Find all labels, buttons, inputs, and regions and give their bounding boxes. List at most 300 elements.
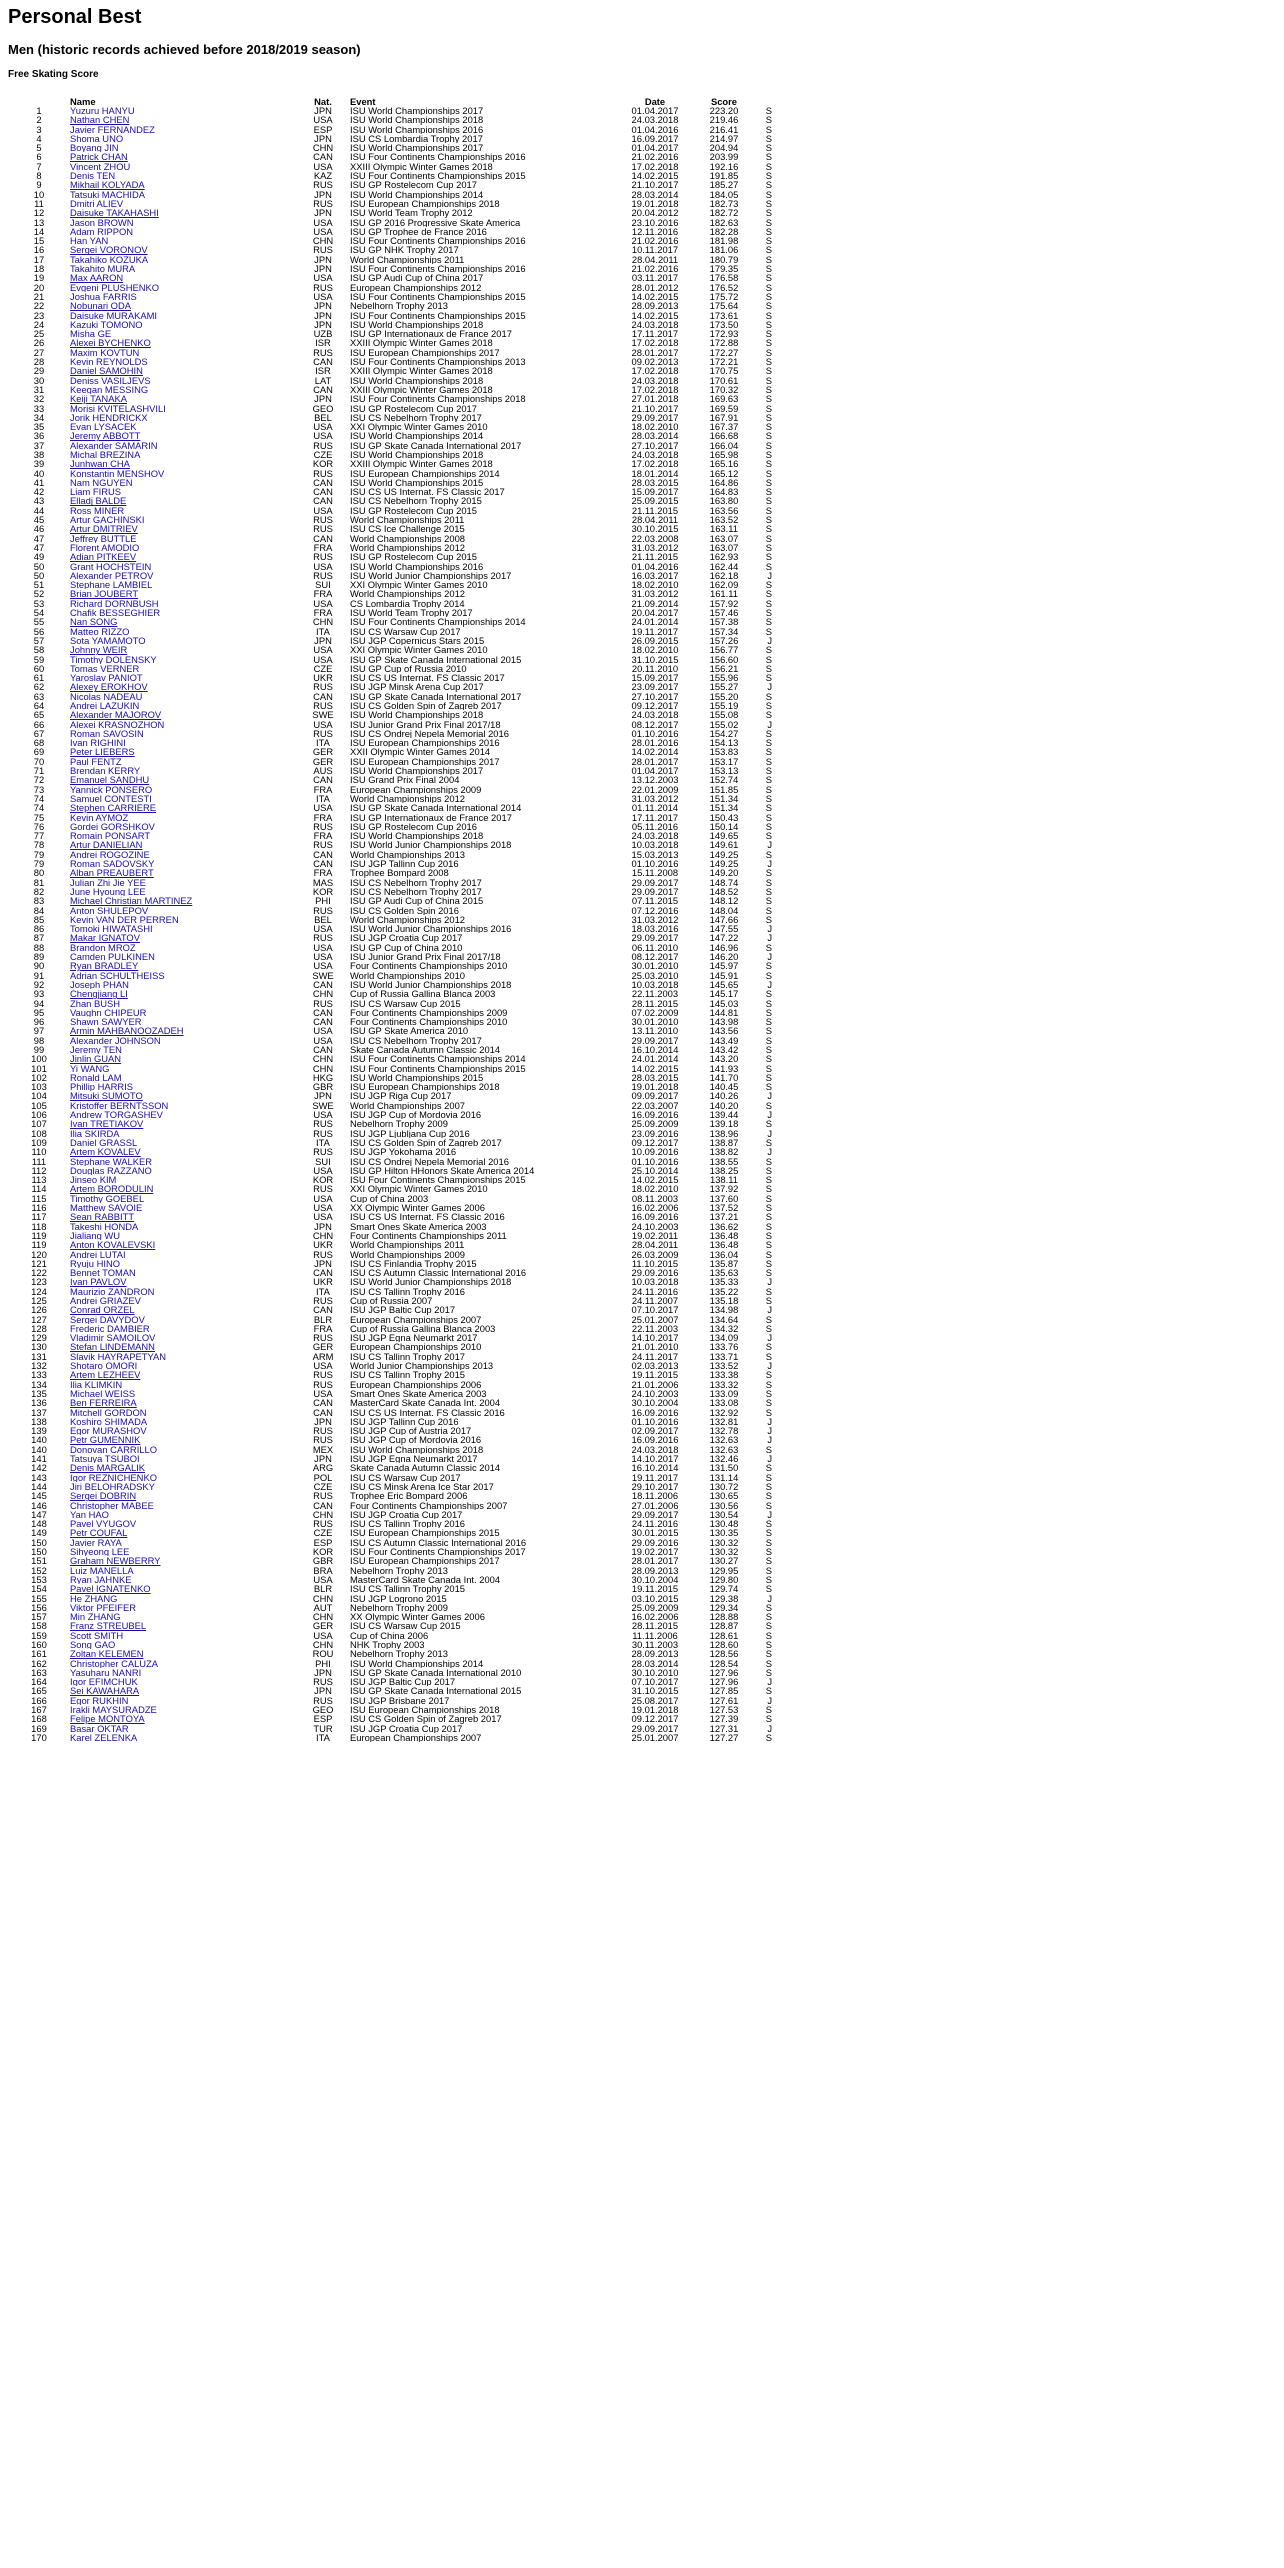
table-row [8,1036,776,1045]
skater-link[interactable]: Patrick CHAN [70,152,128,162]
score-cell: 152.74 [709,775,739,785]
skater-link[interactable]: Artem LEZHEEV [70,1370,141,1380]
skater-link[interactable]: Alexander JOHNSON [70,1035,161,1045]
table-row [8,431,776,440]
skater-link[interactable]: Chafik BESSEGHIER [70,608,161,618]
skater-link[interactable]: Donovan CARRILLO [70,1444,158,1455]
score-cell: 156.60 [709,654,739,664]
skater-link[interactable]: Jiri BELOHRADSKY [70,1481,155,1492]
nationality-cell: ITA [316,1137,330,1148]
name-cell [70,338,296,347]
table-row [8,1175,776,1184]
nationality-cell: FRA [313,542,333,553]
skater-link[interactable]: Ilia KLIMKIN [70,1379,123,1389]
table-row [8,1222,776,1231]
skater-link[interactable]: Armin MAHBANOOZADEH [70,1026,184,1036]
level-cell: S [765,998,772,1008]
score-cell: 153.17 [709,756,739,767]
skater-link[interactable]: Morisi KVITELASHVILI [70,403,166,413]
skater-link[interactable]: Igor REZNICHENKO [70,1472,157,1482]
table-row [8,878,776,887]
skater-link[interactable]: Takeshi HONDA [70,1221,139,1231]
skater-link[interactable]: Nam NGUYEN [70,477,133,488]
rank-cell: 169 [31,1723,47,1733]
event-cell: ISU World Championships 2018 [350,831,484,841]
event-cell: ISU World Junior Championships 2018 [350,840,512,850]
table-row [8,273,776,282]
skater-link[interactable]: Jialiang WU [70,1230,121,1241]
skater-link[interactable]: Pavel VYUGOV [70,1519,137,1529]
skater-link[interactable]: Maurizio ZANDRON [70,1286,155,1296]
event-cell: ISU GP Skate Canada International 2015 [350,1686,522,1696]
skater-link[interactable]: Artem KOVALEV [70,1147,141,1157]
table-row [8,422,776,431]
skater-link[interactable]: Jorik HENDRICKX [70,412,148,423]
event-cell: World Championships 2007 [350,1100,465,1111]
level-cell: S [765,1491,772,1501]
skater-link[interactable]: Kevin AYMOZ [70,812,129,822]
skater-link[interactable]: Grant HOCHSTEIN [70,561,152,571]
event-cell: ISU JGP Riga Cup 2017 [350,1091,452,1101]
level-cell: S [765,1556,772,1566]
table-row [8,1389,776,1398]
skater-link[interactable]: Deniss VASILJEVS [70,375,151,385]
name-cell [70,1705,296,1714]
nationality-cell: RUS [313,1435,333,1445]
skater-link[interactable]: Egor MURASHOV [70,1426,147,1436]
skater-link[interactable]: Ryuju HINO [70,1258,121,1269]
skater-link[interactable]: Jinlin GUAN [70,1054,122,1064]
nationality-cell: CAN [313,1007,333,1018]
skater-link[interactable]: Shotaro OMORI [70,1361,138,1371]
skater-link[interactable]: Andrei ROGOZINE [70,849,150,860]
event-cell: XX Olympic Winter Games 2006 [350,1203,485,1213]
event-cell: ISU CS Nebelhorn Trophy 2017 [350,1035,482,1045]
skater-link[interactable]: Ross MINER [70,505,125,516]
skater-link[interactable]: Tatsuya TSUBOI [70,1454,140,1464]
skater-link[interactable]: June Hyoung LEE [70,886,146,897]
skater-link[interactable]: Anton SHULEPOV [70,905,149,915]
name-cell [70,1659,296,1668]
skater-link[interactable]: Anton KOVALEVSKI [70,1240,156,1250]
skater-link[interactable]: Boyang JIN [70,143,119,153]
skater-link[interactable]: Vladimir SAMOILOV [70,1333,156,1343]
skater-link[interactable]: Takahito MURA [70,264,136,274]
skater-link[interactable]: Shawn SAWYER [70,1017,142,1027]
skater-link[interactable]: Jason BROWN [70,217,134,227]
skater-link[interactable]: Konstantin MENSHOV [70,468,165,478]
skater-link[interactable]: Petr GUMENNIK [70,1435,141,1445]
skater-link[interactable]: Denis TEN [70,171,116,181]
skater-link[interactable]: Julian Zhi Jie YEE [70,877,146,887]
skater-link[interactable]: Artur GACHINSKI [70,515,145,525]
skater-link[interactable]: Pavel IGNATENKO [70,1584,151,1594]
name-cell [70,413,296,422]
skater-link[interactable]: Adian PITKEEV [70,552,137,562]
skater-link[interactable]: Andrei GRIAZEV [70,1296,141,1306]
date-cell: 14.10.2017 [631,1333,679,1343]
skater-link[interactable]: Douglas RAZZANO [70,1165,152,1176]
skater-link[interactable]: Zhan BUSH [70,998,121,1008]
skater-link[interactable]: Karel ZELENKA [70,1732,138,1743]
rank-cell: 105 [31,1100,47,1111]
skater-link[interactable]: Ben FERREIRA [70,1398,137,1408]
skater-link[interactable]: Alexei KRASNOZHON [70,719,165,729]
event-cell: ISU GP Internationaux de France 2017 [350,812,512,822]
skater-link[interactable]: Jeremy ABBOTT [70,431,141,441]
skater-link[interactable]: Conrad ORZEL [70,1305,135,1315]
skater-link[interactable]: Alexander SAMARIN [70,440,158,450]
score-cell: 155.02 [709,719,739,729]
skater-link[interactable]: Takahiko KOZUKA [70,254,149,265]
level-cell: S [765,1537,772,1548]
skater-link[interactable]: Sergei DAVYDOV [70,1314,145,1324]
event-cell: World Championships 2008 [350,533,465,543]
skater-link[interactable]: Phillip HARRIS [70,1082,134,1092]
skater-link[interactable]: Kevin VAN DER PERREN [70,914,179,925]
skater-link[interactable]: Daisuke TAKAHASHI [70,208,159,218]
rank-cell: 118 [31,1221,47,1231]
skater-link[interactable]: Joshua FARRIS [70,291,137,302]
event-cell: ISU CS Tallinn Trophy 2015 [350,1370,465,1380]
level-cell: S [765,645,772,655]
skater-link[interactable]: Stephen CARRIERE [70,803,156,813]
skater-link[interactable]: Artem BORODULIN [70,1184,154,1194]
skater-link[interactable]: Song GAO [70,1639,116,1650]
skater-link[interactable]: Min ZHANG [70,1612,121,1622]
skater-link[interactable]: Vincent ZHOU [70,161,131,172]
skater-link[interactable]: Denis MARGALIK [70,1463,146,1473]
skater-link[interactable]: Tomas VERNER [70,663,140,674]
skater-link[interactable]: Joseph PHAN [70,979,129,990]
date-cell: 16.10.2014 [631,1463,679,1473]
skater-link[interactable]: Sihyeong LEE [70,1547,130,1557]
table-row [8,469,776,478]
skater-link[interactable]: Andrei LAZUKIN [70,701,140,711]
nationality-cell: PHI [315,1658,331,1668]
skater-link[interactable]: Sota YAMAMOTO [70,635,146,646]
skater-link[interactable]: Graham NEWBERRY [70,1556,161,1566]
nationality-cell: UKR [313,1277,333,1287]
nationality-cell: MEX [312,1444,334,1455]
rank-cell: 136 [31,1398,47,1408]
date-cell: 21.11.2015 [631,505,679,516]
skater-link[interactable]: Max AARON [70,273,124,283]
name-cell [70,1231,296,1240]
name-cell [70,729,296,738]
skater-link[interactable]: Stephane WALKER [70,1156,152,1166]
table-row [8,701,776,710]
skater-link[interactable]: Artur DANIELIAN [70,840,143,850]
nationality-cell: CHN [312,989,334,999]
event-cell: ISU European Championships 2014 [350,468,500,478]
skater-link[interactable]: Nathan CHEN [70,115,130,125]
skater-link[interactable]: Sean RABBITT [70,1212,135,1222]
skater-link[interactable]: Matthew SAVOIE [70,1203,143,1213]
rank-cell: 55 [33,617,45,627]
skater-link[interactable]: Franz STREUBEL [70,1621,147,1631]
score-cell: 154.27 [709,728,739,739]
skater-link[interactable]: Paul FENTZ [70,756,122,767]
name-cell [70,1184,296,1193]
skater-link[interactable]: Kristoffer BERNTSSON [70,1100,169,1111]
skater-link[interactable]: Frederic DAMBIER [70,1323,150,1334]
skater-link[interactable]: Adrian SCHULTHEISS [70,970,165,980]
table-row [8,348,776,357]
skater-link[interactable]: Jeremy TEN [70,1044,122,1055]
event-cell: ISU CS Warsaw Cup 2017 [350,626,461,636]
name-cell [70,868,296,877]
name-cell [70,1398,296,1407]
skater-link[interactable]: Michal BREZINA [70,449,141,460]
nationality-cell: RUS [313,1128,333,1138]
skater-link[interactable]: Camden PULKINEN [70,952,155,962]
score-cell: 130.27 [709,1556,739,1566]
skater-link[interactable]: Keegan MESSING [70,384,149,395]
skater-link[interactable]: Chengjiang LI [70,989,128,999]
skater-link[interactable]: Yasuharu NANRI [70,1667,142,1678]
score-cell: 164.86 [709,477,739,488]
skater-link[interactable]: Timothy DOLENSKY [70,654,157,664]
skater-link[interactable]: Nicolas NADEAU [70,691,143,701]
date-cell: 15.09.2017 [631,673,679,683]
event-cell: ISU European Championships 2016 [350,738,500,748]
skater-link[interactable]: Emanuel SANDHU [70,775,150,785]
skater-link[interactable]: Javier RAYA [70,1537,122,1548]
skater-link[interactable]: Daniel SAMOHIN [70,366,143,376]
skater-link[interactable]: Kevin REYNOLDS [70,357,148,367]
date-cell: 01.10.2016 [631,859,679,869]
skater-link[interactable]: Tomoki HIWATASHI [70,924,153,934]
nationality-cell: ESP [313,124,333,134]
skater-link[interactable]: Ivan PAVLOV [70,1277,127,1287]
skater-link[interactable]: Gordei GORSHKOV [70,821,155,832]
score-cell: 175.72 [709,291,739,302]
table-row [8,1547,776,1556]
level-cell: J [767,1723,772,1733]
skater-link[interactable]: Kazuki TOMONO [70,319,143,330]
skater-link[interactable]: Jeffrey BUTTLE [70,533,137,543]
skater-link[interactable]: Mitsuki SUMOTO [70,1091,143,1101]
skater-link[interactable]: Shoma UNO [70,133,124,144]
skater-link[interactable]: Evgeni PLUSHENKO [70,282,160,292]
skater-link[interactable]: Michael Christian MARTINEZ [70,896,193,906]
skater-link[interactable]: Dmitri ALIEV [70,198,124,209]
skater-link[interactable]: Stefan LINDEMANN [70,1342,155,1352]
rank-cell: 26 [33,338,45,348]
skater-link[interactable]: Viktor PFEIFER [70,1602,136,1613]
nationality-cell: CAN [313,1268,333,1278]
skater-link[interactable]: Daniel GRASSL [70,1137,138,1148]
name-cell [70,1380,296,1389]
skater-link[interactable]: Bennet TOMAN [70,1268,136,1278]
nationality-cell: CHN [312,143,334,153]
skater-link[interactable]: Egor RUKHIN [70,1695,129,1706]
level-cell: S [765,189,772,199]
rank-cell: 162 [31,1658,47,1668]
nationality-cell: RUS [313,245,333,255]
score-cell: 149.25 [709,859,739,869]
skater-link[interactable]: Nobunari ODA [70,301,131,311]
date-cell: 28.03.2014 [631,1658,679,1668]
rank-cell: 17 [33,254,45,265]
nationality-cell: CAN [313,1398,333,1408]
skater-link[interactable]: Brian JOUBERT [70,589,139,599]
event-cell: XXIII Olympic Winter Games 2018 [350,338,493,348]
nationality-cell: LAT [314,375,332,385]
date-cell: 02.09.2017 [631,1426,679,1436]
table-body [8,106,776,1742]
table-row [8,1064,776,1073]
skater-link[interactable]: Yaroslav PANIOT [70,673,143,683]
skater-link[interactable]: Florent AMODIO [70,542,140,553]
table-row [8,692,776,701]
skater-link[interactable]: Felipe MONTOYA [70,1714,145,1724]
date-cell: 10.03.2018 [631,979,679,990]
score-cell: 129.38 [709,1593,739,1603]
skater-link[interactable]: Vaughn CHIPEUR [70,1007,147,1018]
skater-link[interactable]: Jinseo KIM [70,1175,117,1185]
skater-link[interactable]: Andrew TORGASHEV [70,1110,163,1120]
skater-link[interactable]: Ryan BRADLEY [70,961,139,971]
skater-link[interactable]: Yannick PONSERO [70,784,153,794]
name-cell [70,673,296,682]
skater-link[interactable]: Ronald LAM [70,1072,122,1083]
skater-link[interactable]: Daisuke MURAKAMI [70,310,157,320]
skater-link[interactable]: Ivan RIGHINI [70,738,126,748]
skater-link[interactable]: Johnny WEIR [70,645,128,655]
skater-link[interactable]: Alexey EROKHOV [70,682,148,692]
nationality-cell: BLR [313,1584,333,1594]
skater-link[interactable]: Maxim KOVTUN [70,347,140,358]
skater-link[interactable]: Javier FERNANDEZ [70,124,155,134]
skater-link[interactable]: Christopher MABEE [70,1500,154,1510]
event-cell: Four Continents Championships 2009 [350,1007,508,1018]
skater-link[interactable]: Yi WANG [70,1063,110,1073]
skater-link[interactable]: Tatsuki MACHIDA [70,189,146,199]
table-row [8,134,776,143]
score-cell: 137.92 [709,1184,739,1194]
skater-link[interactable]: Stephane LAMBIEL [70,580,153,590]
level-cell: S [765,282,772,292]
skater-link[interactable]: Timothy GOEBEL [70,1193,145,1204]
skater-link[interactable]: Christopher CALUZA [70,1658,159,1668]
skater-link[interactable]: Alban PREAUBERT [70,868,154,878]
skater-link[interactable]: Alexei BYCHENKO [70,338,151,348]
skater-link[interactable]: Artur DMITRIEV [70,524,138,534]
skater-link[interactable]: Basar OKTAR [70,1723,129,1733]
table-row [8,1138,776,1147]
date-cell: 21.02.2016 [631,236,679,246]
rank-cell: 104 [31,1091,47,1101]
nationality-cell: RUS [313,1491,333,1501]
skater-link[interactable]: Keiji TANAKA [70,394,127,404]
name-cell [70,1501,296,1510]
table-row [8,952,776,961]
skater-link[interactable]: Alexander PETROV [70,570,154,581]
name-cell [70,1073,296,1082]
skater-link[interactable]: Junhwan CHA [70,459,130,469]
skater-link[interactable]: Michael WEISS [70,1388,136,1399]
level-cell: S [765,366,772,376]
skater-link[interactable]: Slavik HAYRAPETYAN [70,1351,167,1362]
skater-link[interactable]: Brandon MROZ [70,942,136,953]
skater-link[interactable]: Koshiro SHIMADA [70,1416,148,1427]
skater-link[interactable]: Zoltan KELEMEN [70,1649,144,1659]
skater-link[interactable]: Nan SONG [70,617,118,627]
level-cell: S [765,422,772,432]
date-cell: 07.12.2016 [631,905,679,915]
skater-link[interactable]: Petr COUFAL [70,1528,128,1538]
skater-link[interactable]: Samuel CONTESTI [70,793,152,804]
skater-link[interactable]: Sergei DOBRIN [70,1491,137,1501]
nationality-cell: JPN [314,394,332,404]
rank-cell: 4 [36,133,42,144]
skater-link[interactable]: Yuzuru HANYU [70,106,135,116]
skater-link[interactable]: Sei KAWAHARA [70,1686,140,1696]
skater-link[interactable]: Brendan KERRY [70,766,141,776]
date-cell: 06.11.2010 [631,942,679,953]
skater-link[interactable]: Elladj BALDE [70,496,127,506]
skater-link[interactable]: Ivan TRETIAKOV [70,1119,144,1129]
level-cell: S [765,198,772,209]
skater-link[interactable]: Andrei LUTAI [70,1249,126,1259]
skater-link[interactable]: Matteo RIZZO [70,626,130,636]
level-cell: J [767,1305,772,1315]
skater-link[interactable]: Sergei VORONOV [70,245,148,255]
level-cell: S [765,1463,772,1473]
skater-link[interactable]: He ZHANG [70,1593,118,1603]
skater-link[interactable]: Irakli MAYSURADZE [70,1705,157,1715]
skater-link[interactable]: Scott SMITH [70,1630,124,1640]
table-row [8,1352,776,1361]
skater-link[interactable]: Richard DORNBUSH [70,598,159,609]
score-cell: 143.42 [709,1044,739,1055]
skater-link[interactable]: Liam FIRUS [70,487,122,497]
skater-link[interactable]: Evan LYSACEK [70,422,137,432]
date-cell: 28.01.2017 [631,756,679,767]
skater-link[interactable]: Alexander MAJOROV [70,710,162,720]
table-row [8,543,776,552]
level-cell: S [765,384,772,395]
skater-link[interactable]: Igor EFIMCHUK [70,1677,138,1687]
skater-link[interactable]: Roman SAVOSIN [70,728,144,739]
skater-link[interactable]: Peter LIEBERS [70,747,135,757]
skater-link[interactable]: Romain PONSART [70,831,151,841]
table-row [8,1008,776,1017]
score-cell: 145.03 [709,998,739,1008]
name-cell [70,180,296,189]
name-cell [70,515,296,524]
skater-link[interactable]: Roman SADOVSKY [70,859,155,869]
skater-link[interactable]: Mitchell GORDON [70,1407,147,1417]
skater-link[interactable]: Makar IGNATOV [70,933,140,943]
skater-link[interactable]: Adam RIPPON [70,226,134,237]
nationality-cell: CHN [312,1063,334,1073]
skater-link[interactable]: Ryan JAHNKE [70,1574,132,1585]
level-cell: S [765,524,772,534]
skater-link[interactable]: Han YAN [70,236,109,246]
skater-link[interactable]: Yan HAO [70,1509,109,1520]
skater-link[interactable]: Ilia SKIRDA [70,1128,120,1138]
rank-cell: 19 [33,273,45,283]
score-cell: 139.44 [709,1110,739,1120]
level-cell: S [765,738,772,748]
skater-link[interactable]: Misha GE [70,329,112,339]
skater-link[interactable]: Luiz MANELLA [70,1565,134,1575]
skater-link[interactable]: Mikhail KOLYADA [70,180,145,190]
date-cell: 14.02.2015 [631,171,679,181]
